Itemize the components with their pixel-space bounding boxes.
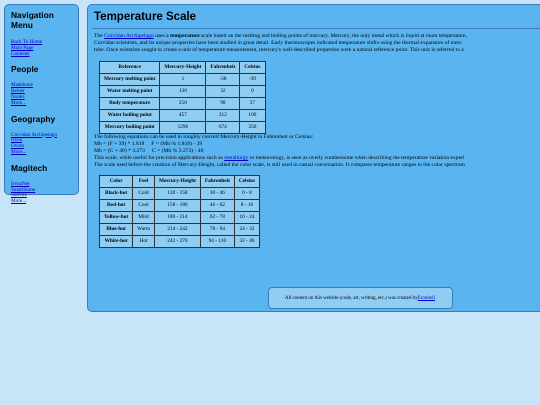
nav-link-contents[interactable]: Contents (11, 50, 30, 57)
equation-fahrenheit (94, 141, 540, 148)
nav-link-people-more[interactable]: More... (11, 99, 27, 106)
table-row (100, 74, 266, 86)
nav-link-nonks[interactable]: Nonks (11, 93, 25, 100)
page-title: Temperature Scale (94, 11, 197, 23)
table-cell: White-hot (100, 236, 133, 248)
navigation-menu (4, 4, 79, 205)
column-header: Mercury-Height (160, 62, 206, 74)
table-cell: Red-hot (100, 200, 133, 212)
intro-text: tube. Once scientists sought to create a unit of temperature measurement, mercury's well-described properties were a natural reference point. This unit is referred to a (94, 47, 464, 53)
table-cell: 158 - 186 (154, 200, 200, 212)
nav-link-main-page[interactable]: Main Page (11, 44, 34, 51)
table-row (100, 122, 266, 134)
equation-text: Mh = (F + 39) * 1.818 (94, 141, 145, 147)
table-cell: Water melting point (100, 86, 160, 98)
nav-main-links (11, 40, 72, 57)
intro-text: The (94, 33, 105, 39)
equation-text: Mh = (C + 40) * 3.273 (94, 148, 145, 154)
nav-link-back-to-home[interactable]: Back To Home (11, 39, 43, 45)
table-row (100, 188, 260, 200)
intro-paragraph (94, 33, 540, 54)
equations-intro: The following equations can be used to roughly convert Mercury-Height to Fahrenheit or Celsius: (94, 134, 314, 140)
table-cell: 32 (206, 86, 240, 98)
table-cell: Cold (133, 188, 155, 200)
table-cell: Hot (133, 236, 155, 248)
column-header: Fahrenheit (206, 62, 240, 74)
table-cell: Cool (133, 200, 155, 212)
nav-section-geography (11, 114, 72, 156)
table-cell: Body temperature (100, 98, 160, 110)
nav-main-section (11, 10, 72, 57)
paragraph-text: This scale, while useful for precision applications such as (94, 155, 225, 161)
color-scale-paragraph (94, 155, 540, 169)
table-cell: Black-hot (100, 188, 133, 200)
nav-heading-magitech: Magitech (11, 162, 48, 173)
footer-credit (268, 287, 453, 309)
intro-text: scale based on the melting and boiling points of mercury. Mercury, the only metal which is liquid at room temperature, (199, 33, 467, 39)
link-corvidan-archipelago[interactable]: Corvidan Archipelago (104, 33, 154, 39)
table-cell: Water boiling point (100, 110, 160, 122)
column-header: Mercury-Height (154, 176, 200, 188)
equation-text: F = (Mh % 1.818) - 39 (151, 141, 203, 147)
table-row (100, 200, 260, 212)
intro-text: uses a (153, 33, 170, 39)
equation-text: C = (Mh % 3.273) - 40 (151, 148, 204, 154)
paragraph-text: or meteorology, is seen as overly cumbersome when describing the temperature variation experi (248, 155, 465, 161)
intro-text: Corvidan scientists, and its unique properties have been studied in great detail. Early thermoscopes indicated temperature shifts using the thermal expansion of merc (94, 40, 462, 46)
table-cell: 130 - 158 (154, 188, 200, 200)
article-body (88, 29, 540, 248)
table-cell: Warm (133, 224, 155, 236)
main-content-panel (87, 4, 540, 312)
table-cell: 356 (240, 122, 265, 134)
table-cell: 16 - 24 (234, 212, 259, 224)
table-cell: 32 - 40 (234, 236, 259, 248)
table-cell: 46 - 62 (200, 200, 234, 212)
table-cell: 214 - 242 (154, 224, 200, 236)
table-cell: Mercury boiling point (100, 122, 160, 134)
table-cell: 94 - 110 (200, 236, 234, 248)
table-row (100, 224, 260, 236)
table-cell: 457 (160, 110, 206, 122)
nav-link-magitech-more[interactable]: More... (11, 198, 27, 205)
table-cell: 242 - 270 (154, 236, 200, 248)
table-cell: 62 - 78 (200, 212, 234, 224)
nav-link-corvidan-archipelago[interactable]: Corvidan Archipelago (11, 131, 57, 138)
table-cell: 130 (160, 86, 206, 98)
table-cell: 1296 (160, 122, 206, 134)
table-cell: 30 - 46 (200, 188, 234, 200)
table-cell: 100 (240, 110, 265, 122)
nav-heading-people: People (11, 64, 39, 75)
nav-link-geography-more[interactable]: More... (11, 148, 27, 155)
nav-link-subvox[interactable]: Subvox (11, 192, 27, 199)
table-cell: 212 (206, 110, 240, 122)
column-header: Celsius (234, 176, 259, 188)
nav-heading-geography: Geography (11, 113, 56, 124)
table-row (100, 212, 260, 224)
column-header: Celsius (240, 62, 265, 74)
table-cell: 78 - 94 (200, 224, 234, 236)
table-cell: 37 (240, 98, 265, 110)
footer-text: . (434, 295, 437, 301)
nav-section-people (11, 64, 72, 106)
table-cell: Mild (133, 212, 155, 224)
table-cell: 98 (206, 98, 240, 110)
table-cell: Blue-hot (100, 224, 133, 236)
table-cell: Yellow-hot (100, 212, 133, 224)
nav-section-magitech (11, 163, 72, 205)
table-row (100, 110, 266, 122)
nav-title: Navigation Menu (11, 10, 54, 30)
reference-points-table (99, 61, 266, 134)
column-header: Reference (100, 62, 160, 74)
table-cell: 1 (160, 74, 206, 86)
nav-link-irvna[interactable]: Irvna (11, 137, 22, 144)
table-cell: 186 - 214 (154, 212, 200, 224)
link-eronbell[interactable]: Eronbell (417, 295, 435, 301)
table-cell: -39 (240, 74, 265, 86)
table-row (100, 86, 266, 98)
table-cell: 674 (206, 122, 240, 134)
table-cell: 0 - 8 (234, 188, 259, 200)
nav-link-smartstone[interactable]: SmartStone (11, 186, 36, 193)
link-metallurgy[interactable]: metallurgy (224, 155, 249, 161)
nav-link-reiner[interactable]: Reiner (11, 88, 25, 95)
equation-celsius (94, 148, 540, 155)
table-cell: -38 (206, 74, 240, 86)
nav-link-ovren[interactable]: Ovren (11, 143, 24, 150)
table-header-row (100, 176, 260, 188)
table-cell: 0 (240, 86, 265, 98)
nav-link-irvnanet[interactable]: IrvnaNet (11, 180, 30, 187)
column-header: Fahrenheit (200, 176, 234, 188)
footer-text: All content on this website (code, art, writing, etc.) was created by (284, 295, 418, 301)
table-cell: 24 - 32 (234, 224, 259, 236)
table-header-row (100, 62, 266, 74)
table-row (100, 236, 260, 248)
intro-bold-term: temperature (169, 33, 200, 39)
nav-link-madeleine[interactable]: Madeleine (11, 82, 33, 89)
column-header: Feel (133, 176, 155, 188)
table-cell: 8 - 16 (234, 200, 259, 212)
column-header: Color (100, 176, 133, 188)
table-cell: Mercury melting point (100, 74, 160, 86)
paragraph-text: The scale used before the creation of Mercury-Height, called the color scale, is still used in casual conversation. It compares temperature ranges to the color spectrum (94, 162, 465, 168)
color-scale-table (99, 175, 260, 248)
table-cell: 250 (160, 98, 206, 110)
table-row (100, 98, 266, 110)
